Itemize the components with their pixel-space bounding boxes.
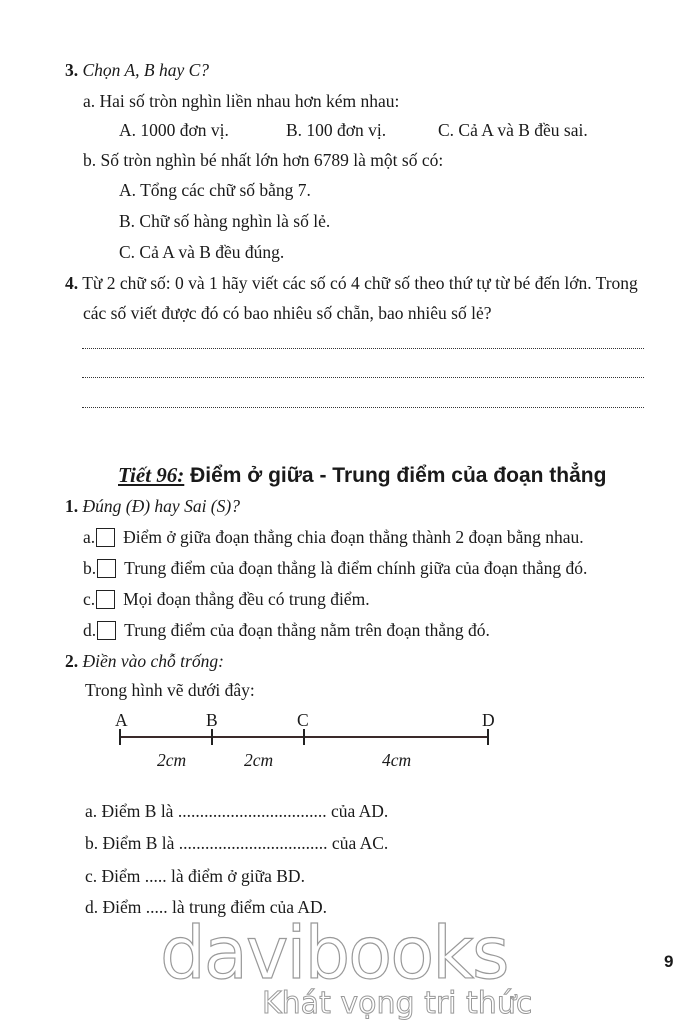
item-text: Trung điểm của đoạn thẳng là điểm chính giữa của đoạn thẳng đó. <box>124 558 588 578</box>
tf-item <box>83 589 370 609</box>
answer-line[interactable] <box>82 377 644 378</box>
watermark-slogan: Khát vọng tri thức <box>262 986 533 1021</box>
point-b-label: B <box>206 710 218 730</box>
q3a-text: a. Hai số tròn nghìn liền nhau hơn kém nhau: <box>83 91 400 111</box>
tf-item <box>83 558 587 578</box>
answer-checkbox[interactable] <box>97 559 116 578</box>
length-bc: 2cm <box>244 750 274 770</box>
answer-checkbox[interactable] <box>96 590 115 609</box>
lesson-name: Điểm ở giữa - Trung điểm của đoạn thẳng <box>184 464 607 487</box>
lesson-label: Tiết 96: <box>118 463 185 487</box>
q3b-option-c: C. Cả A và B đều đúng. <box>119 242 285 262</box>
q3b-text: b. Số tròn nghìn bé nhất lớn hơn 6789 là một số có: <box>83 150 444 170</box>
item-key: c. <box>83 589 96 609</box>
tf-item <box>83 527 584 547</box>
l2-heading <box>65 651 224 671</box>
item-text: Mọi đoạn thẳng đều có trung điểm. <box>123 589 370 609</box>
q3a-option-a: A. 1000 đơn vị. <box>119 120 229 140</box>
tf-item <box>83 620 490 640</box>
point-d-label: D <box>482 710 495 730</box>
q4-text: Từ 2 chữ số: 0 và 1 hãy viết các số có 4 chữ số theo thứ tự từ bé đến lớn. Trong <box>82 273 638 293</box>
q3-heading <box>65 60 209 80</box>
item-key: d. <box>83 620 97 640</box>
length-ab: 2cm <box>157 750 187 770</box>
length-cd: 4cm <box>382 750 412 770</box>
point-a-label: A <box>115 710 128 730</box>
fill-item-b: b. Điểm B là .................................. của AC. <box>85 833 389 853</box>
item-key: b. <box>83 558 97 578</box>
l2-intro: Trong hình vẽ dưới đây: <box>85 680 255 700</box>
q4-number: 4. <box>65 273 79 293</box>
page-number: 9 <box>664 952 674 971</box>
answer-checkbox[interactable] <box>97 621 116 640</box>
q4-line1 <box>65 273 638 293</box>
item-text: Điểm ở giữa đoạn thẳng chia đoạn thẳng thành 2 đoạn bằng nhau. <box>123 527 584 547</box>
answer-line[interactable] <box>82 407 644 408</box>
answer-line[interactable] <box>82 348 644 349</box>
q3a-option-b: B. 100 đơn vị. <box>286 120 387 140</box>
l2-number: 2. <box>65 651 79 671</box>
lesson-title <box>118 462 606 489</box>
q3-number: 3. <box>65 60 79 80</box>
fill-item-a: a. Điểm B là .................................. của AD. <box>85 801 389 821</box>
item-text: Trung điểm của đoạn thẳng nằm trên đoạn thẳng đó. <box>124 620 490 640</box>
q3a-option-c: C. Cả A và B đều sai. <box>438 120 588 140</box>
l1-number: 1. <box>65 496 79 516</box>
q3b-option-a: A. Tổng các chữ số bằng 7. <box>119 180 311 200</box>
q3-title: Chọn A, B hay C? <box>82 60 210 80</box>
l1-title: Đúng (Đ) hay Sai (S)? <box>82 496 240 516</box>
fill-item-c: c. Điểm ..... là điểm ở giữa BD. <box>85 866 305 886</box>
segment-diagram <box>0 700 700 780</box>
item-key: a. <box>83 527 96 547</box>
q3b-option-b: B. Chữ số hàng nghìn là số lẻ. <box>119 211 331 231</box>
q4-line2: các số viết được đó có bao nhiêu số chẵn, bao nhiêu số lẻ? <box>83 303 492 323</box>
point-c-label: C <box>297 710 309 730</box>
l2-title: Điền vào chỗ trống: <box>82 651 224 671</box>
answer-checkbox[interactable] <box>96 528 115 547</box>
fill-item-d: d. Điểm ..... là trung điểm của AD. <box>85 897 328 917</box>
l1-heading <box>65 496 240 516</box>
watermark-brand: davibooks <box>160 911 508 995</box>
